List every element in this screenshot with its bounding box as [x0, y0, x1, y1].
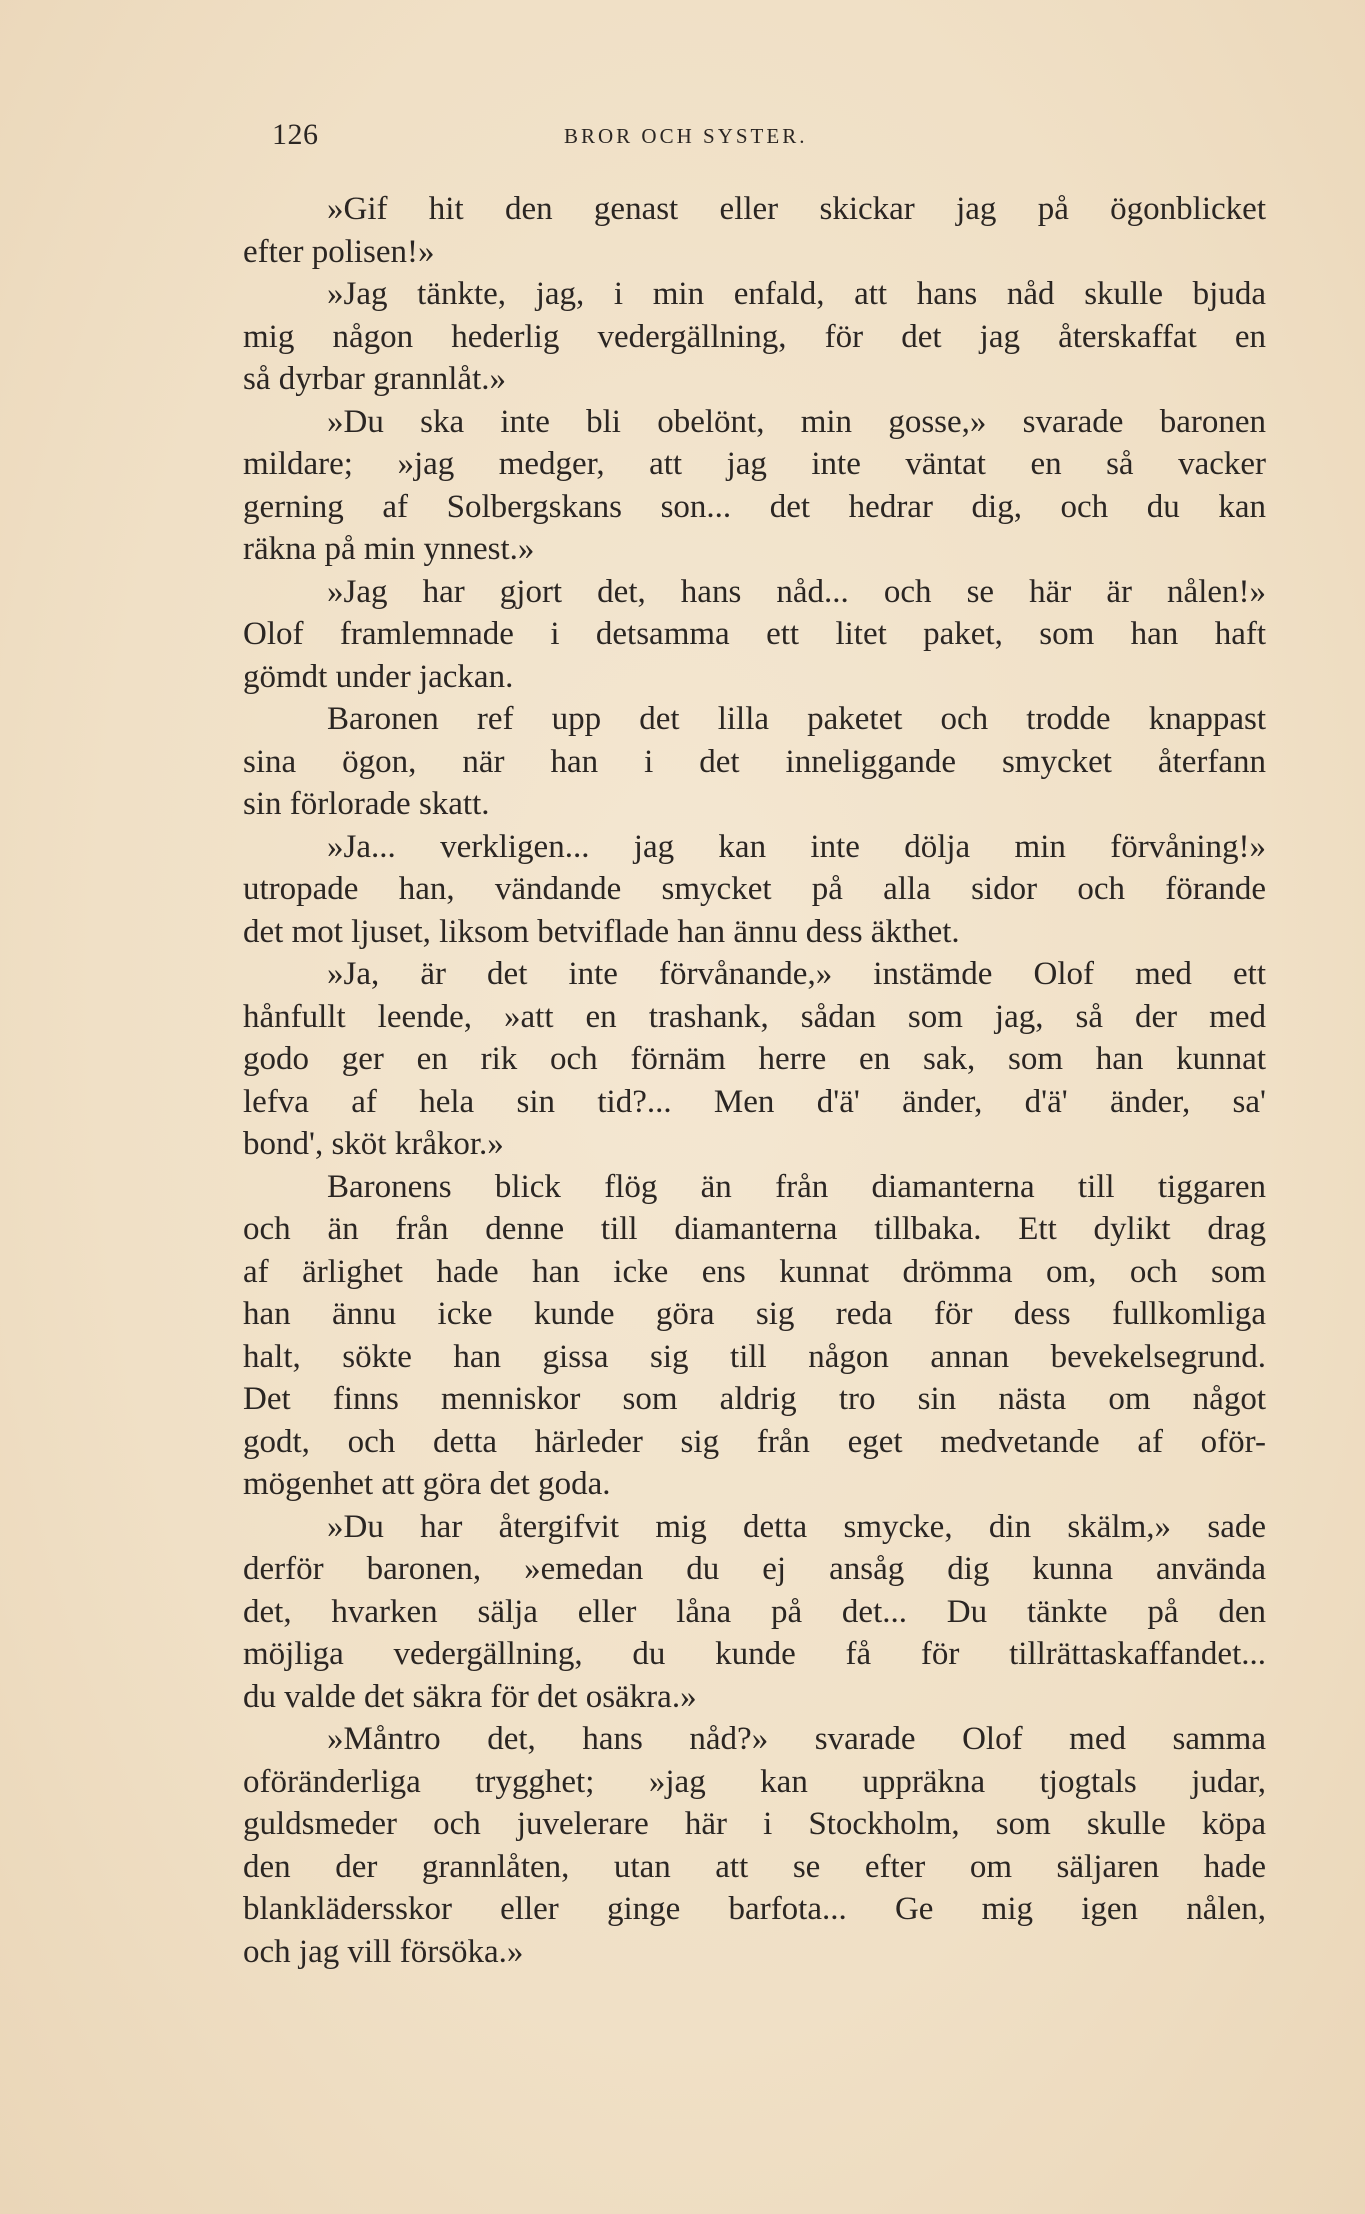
text-line: gömdt under jackan.	[243, 658, 514, 695]
text-line: bond', sköt kråkor.»	[243, 1126, 504, 1162]
text-line: utropade han, vändande smycket på alla sidor och förande	[243, 871, 1266, 907]
text-line: »Ja... verkligen... jag kan inte dölja min förvåning!»	[327, 828, 1266, 865]
text-line: möjliga vedergällning, du kunde få för tillrättaskaffandet...	[243, 1636, 1266, 1672]
text-line: halt, sökte han gissa sig till någon annan bevekelsegrund.	[243, 1338, 1266, 1375]
text-line: Baronen ref upp det lilla paketet och trodde knappast	[327, 701, 1266, 737]
text-line: mig någon hederlig vedergällning, för det jag återskaffat en	[243, 318, 1266, 355]
text-line: Olof framlemnade i detsamma ett litet paket, som han haft	[243, 616, 1266, 652]
text-line: »Måntro det, hans nåd?» svarade Olof med samma	[327, 1721, 1266, 1757]
text-line: derför baronen, »emedan du ej ansåg dig kunna använda	[243, 1551, 1266, 1587]
text-line: det mot ljuset, liksom betviflade han ännu dess äkthet.	[243, 913, 960, 950]
text-line: sin förlorade skatt.	[243, 786, 490, 822]
text-line: han ännu icke kunde göra sig reda för dess fullkomliga	[243, 1296, 1266, 1332]
text-line: och jag vill försöka.»	[243, 1933, 524, 1970]
text-line: gerning af Solbergskans son... det hedrar dig, och du kan	[243, 488, 1266, 525]
text-line: »Jag har gjort det, hans nåd... och se här är nålen!»	[327, 573, 1266, 610]
text-line: oföränderliga trygghet; »jag kan uppräkna tjogtals judar,	[243, 1763, 1266, 1800]
text-line: blanklädersskor eller ginge barfota... Ge mig igen nålen,	[243, 1891, 1266, 1927]
text-line: hånfullt leende, »att en trashank, sådan som jag, så der med	[243, 998, 1266, 1035]
text-line: så dyrbar grannlåt.»	[243, 361, 506, 397]
text-line: »Jag tänkte, jag, i min enfald, att hans nåd skulle bjuda	[327, 276, 1266, 312]
text-line: räkna på min ynnest.»	[243, 531, 535, 567]
text-line: Baronens blick flög än från diamanterna till tiggaren	[327, 1168, 1266, 1205]
text-line: Det finns menniskor som aldrig tro sin nästa om något	[243, 1381, 1266, 1417]
text-line: och än från denne till diamanterna tillbaka. Ett dylikt drag	[243, 1211, 1266, 1247]
text-line: mildare; »jag medger, att jag inte väntat en så vacker	[243, 446, 1266, 482]
text-line: du valde det säkra för det osäkra.»	[243, 1678, 697, 1715]
text-line: guldsmeder och juvelerare här i Stockholm, som skulle köpa	[243, 1806, 1266, 1842]
text-line: det, hvarken sälja eller låna på det... Du tänkte på den	[243, 1593, 1266, 1630]
text-line: mögenhet att göra det goda.	[243, 1466, 611, 1502]
text-line: efter polisen!»	[243, 233, 435, 270]
text-line: »Du har återgifvit mig detta smycke, din skälm,» sade	[327, 1508, 1266, 1545]
text-line: godt, och detta härleder sig från eget medvetande af oför-	[243, 1423, 1266, 1460]
text-line: godo ger en rik och förnäm herre en sak, som han kunnat	[243, 1041, 1266, 1077]
text-line: »Du ska inte bli obelönt, min gosse,» svarade baronen	[327, 403, 1266, 440]
page-header	[272, 118, 1108, 158]
running-head: BROR OCH SYSTER.	[564, 124, 808, 148]
text-line: den der grannlåten, utan att se efter om säljaren hade	[243, 1848, 1266, 1885]
page-number: 126	[272, 118, 319, 151]
text-line: sina ögon, när han i det inneliggande smycket återfann	[243, 743, 1266, 780]
text-line: af ärlighet hade han icke ens kunnat drömma om, och som	[243, 1253, 1266, 1290]
body-text	[243, 188, 1266, 1973]
text-line: lefva af hela sin tid?... Men d'ä' änder, d'ä' änder, sa'	[243, 1083, 1266, 1120]
text-line: »Gif hit den genast eller skickar jag på ögonblicket	[327, 191, 1266, 227]
text-line: »Ja, är det inte förvånande,» instämde Olof med ett	[327, 956, 1266, 992]
